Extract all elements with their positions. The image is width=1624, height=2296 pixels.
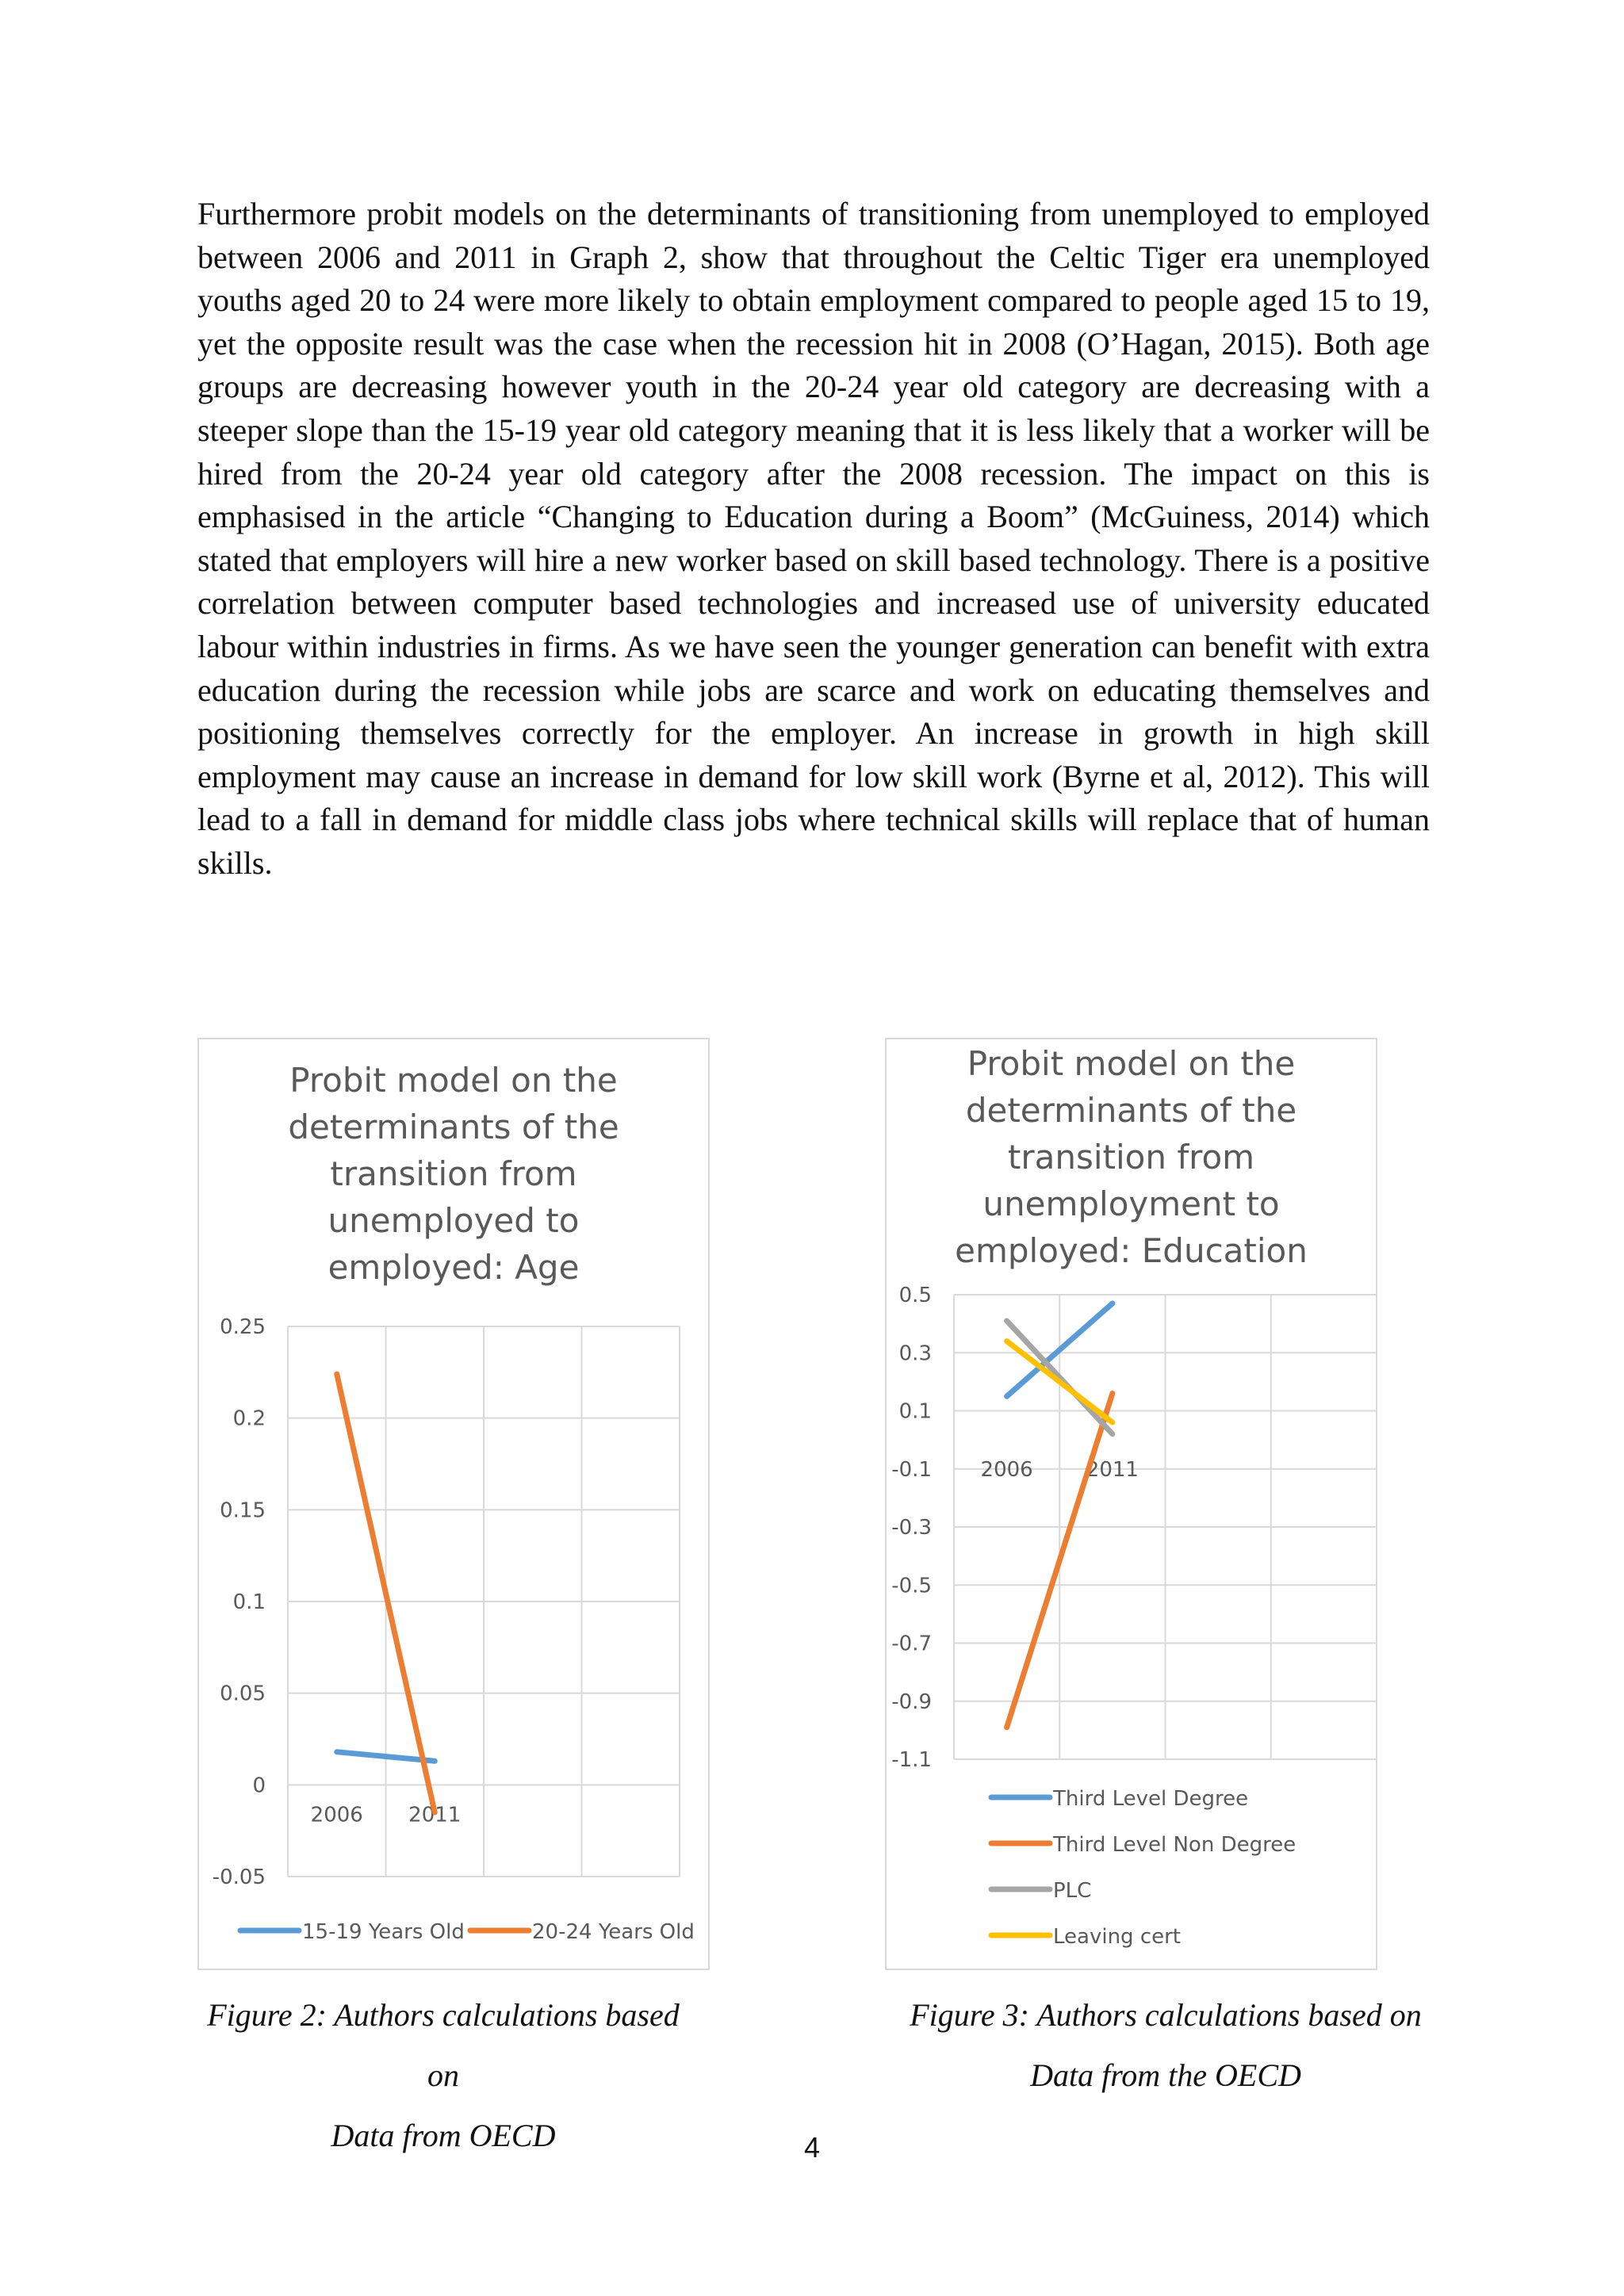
x-category-label: 2011: [408, 1803, 462, 1827]
y-tick-label: 0.15: [220, 1498, 266, 1523]
y-tick-label: 0: [252, 1774, 266, 1798]
chart-education-title-line: Probit model on the: [967, 1044, 1296, 1083]
chart-education-plot: [887, 1039, 1376, 1969]
y-tick-label: 0.2: [232, 1406, 266, 1431]
legend-label: Leaving cert: [1053, 1925, 1181, 1949]
body-paragraph: Furthermore probit models on the determinants of transitioning from unemployed to employed between 2006 and 2011 in Graph 2, show that throughout the Celtic Tiger era unemployed youths aged 20 to 24 were more likely to obtain employment compared to people aged 15 to 19, yet the opposite result was the case when the recession hit in 2008 (O’Hagan, 2015). Both age groups are decreasing however youth in the 20-24 year old category are decreasing with a steeper slope than the 15-19 year old category meaning that it is less likely that a worker will be hired from the 20-24 year old category after the 2008 recession. The impact on this is emphasised in the article “Changing to Education during a Boom” (McGuiness, 2014) which stated that employers will hire a new worker based on skill based technology. There is a positive correlation between computer based technologies and increased use of university educated labour within industries in firms. As we have seen the younger generation can benefit with extra education during the recession while jobs are scarce and work on educating themselves and positioning themselves correctly for the employer. An increase in growth in high skill employment may cause an increase in demand for low skill work (Byrne et al, 2012). This will lead to a fall in demand for middle class jobs where technical skills will replace that of human skills.: [197, 196, 1430, 881]
y-tick-label: 0.5: [898, 1284, 932, 1307]
y-tick-label: -0.7: [891, 1632, 932, 1656]
chart-age-title-line: determinants of the: [288, 1108, 619, 1146]
chart-age-title-line: employed: Age: [327, 1248, 580, 1287]
chart-education-container: [885, 1038, 1377, 1970]
y-tick-label: -0.3: [891, 1516, 932, 1540]
chart-age-title-line: transition from: [330, 1154, 577, 1193]
chart-age-title-line: unemployed to: [327, 1201, 580, 1240]
y-tick-label: 0.1: [898, 1399, 932, 1424]
chart-education-title-line: transition from: [1007, 1138, 1255, 1177]
page-number: 4: [803, 2131, 821, 2164]
y-tick-label: 0.05: [220, 1682, 266, 1706]
chart-education-title-line: employed: Education: [955, 1231, 1308, 1270]
figure-2-caption-line-1: Figure 2: Authors calculations based on: [207, 1997, 680, 2093]
x-category-label: 2006: [310, 1803, 363, 1827]
chart-education-title-line: determinants of the: [965, 1091, 1297, 1130]
legend-label: PLC: [1053, 1879, 1092, 1903]
y-tick-label: -0.05: [212, 1866, 266, 1889]
y-tick-label: 0.25: [220, 1315, 266, 1339]
legend-label: 20-24 Years Old: [532, 1920, 695, 1944]
figure-3-caption: [904, 1985, 1427, 2106]
legend-label: Third Level Non Degree: [1053, 1833, 1297, 1857]
figure-3-caption-line-1: Figure 3: Authors calculations based on: [910, 1997, 1422, 2033]
figure-2-caption-line-2: Data from OECD: [331, 2118, 556, 2153]
y-tick-label: 0.3: [898, 1341, 932, 1366]
y-tick-label: -1.1: [891, 1748, 932, 1772]
chart-education-title-line: unemployment to: [982, 1184, 1280, 1223]
legend-label: 15-19 Years Old: [302, 1920, 465, 1944]
figure-3-caption-line-2: Data from the OECD: [1030, 2057, 1301, 2093]
figure-2-caption: [197, 1985, 689, 2166]
y-tick-label: -0.9: [891, 1689, 932, 1714]
legend-label: Third Level Degree: [1053, 1787, 1249, 1811]
chart-age-plot: [199, 1039, 708, 1969]
y-tick-label: 0.1: [232, 1590, 266, 1614]
x-category-label: 2011: [1086, 1458, 1139, 1483]
y-tick-label: -0.1: [891, 1457, 932, 1482]
y-tick-label: -0.5: [891, 1574, 932, 1598]
chart-age-title-line: Probit model on the: [289, 1061, 618, 1100]
x-category-label: 2006: [980, 1458, 1033, 1483]
chart-age-container: [197, 1038, 710, 1970]
